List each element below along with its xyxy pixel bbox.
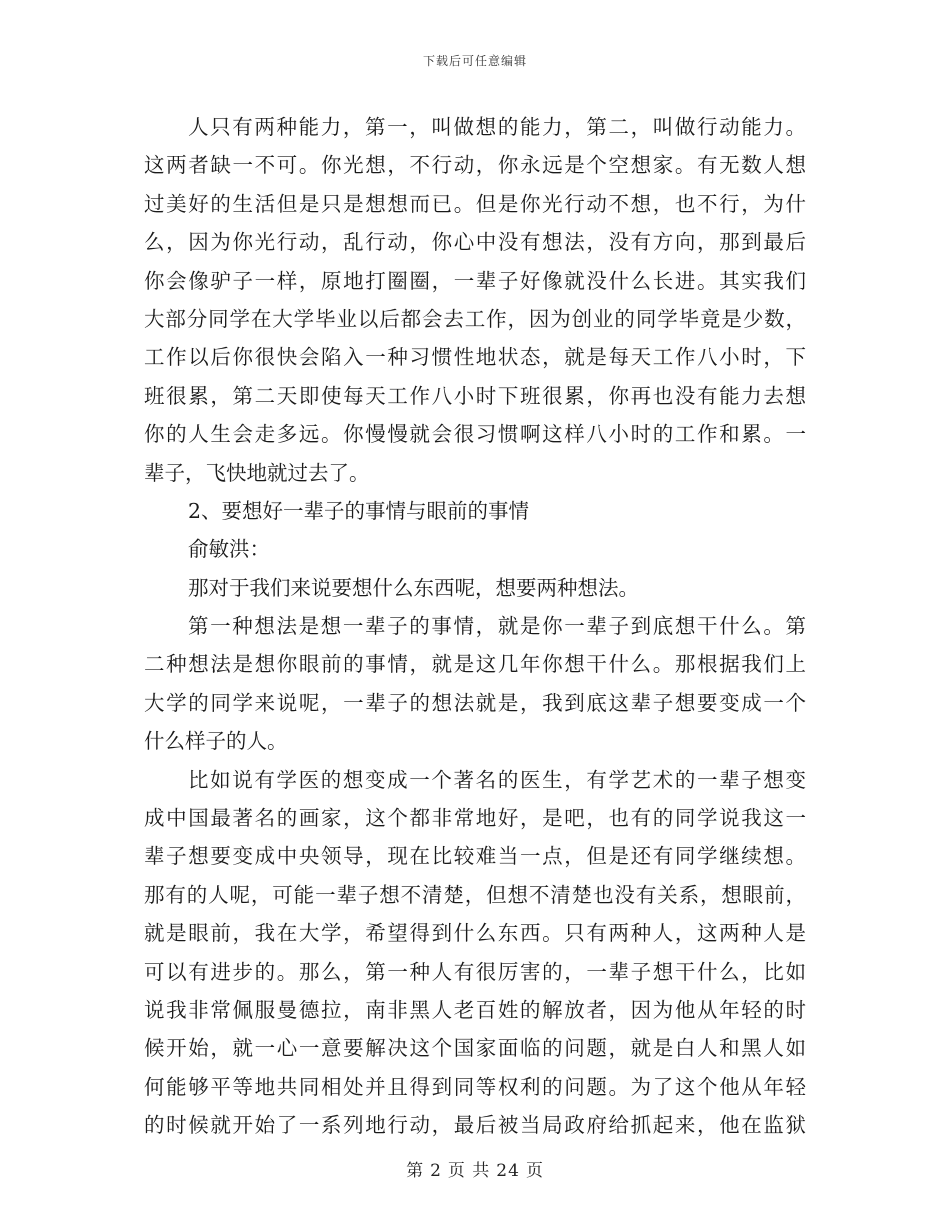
text-line: 人只有两种能力，第一，叫做想的能力，第二，叫做行动能力。 <box>188 115 806 139</box>
page-label-middle: 页 共 <box>447 1161 491 1181</box>
text-line: 何能够平等地共同相处并且得到同等权利的问题。为了这个他从年轻 <box>144 1074 806 1099</box>
text-line: 说我非常佩服曼德拉，南非黑人老百姓的解放者，因为他从年轻的时 <box>144 997 806 1022</box>
text-line: 就是眼前，我在大学，希望得到什么东西。只有两种人，这两种人是 <box>144 921 806 946</box>
text-line: 二种想法是想你眼前的事情，就是这几年你想干什么。那根据我们上 <box>144 652 806 677</box>
text-line: 你的人生会走多远。你慢慢就会很习惯啊这样八小时的工作和累。一 <box>144 422 806 447</box>
text-line: 那有的人呢，可能一辈子想不清楚，但想不清楚也没有关系，想眼前， <box>144 882 806 907</box>
text-line: 什么样子的人。 <box>144 729 288 754</box>
page-label-prefix: 第 <box>406 1161 425 1181</box>
text-line: 辈子，飞快地就过去了。 <box>144 460 370 485</box>
text-line: 成中国最著名的画家，这个都非常地好，是吧，也有的同学说我这一 <box>144 806 806 831</box>
page-number-total: 24 <box>496 1161 520 1181</box>
page-number-current: 2 <box>430 1161 442 1181</box>
text-line: 辈子想要变成中央领导，现在比较难当一点，但是还有同学继续想。 <box>144 844 806 869</box>
text-line: 过美好的生活但是只是想想而已。但是你光行动不想，也不行，为什 <box>144 191 806 216</box>
text-line: 大部分同学在大学毕业以后都会去工作，因为创业的同学毕竟是少数， <box>144 306 806 331</box>
text-line: 候开始，就一心一意要解决这个国家面临的问题，就是白人和黑人如 <box>144 1036 806 1061</box>
page-footer <box>0 1156 950 1181</box>
document-body <box>144 108 806 1145</box>
text-line: 大学的同学来说呢，一辈子的想法就是，我到底这辈子想要变成一个 <box>144 690 806 715</box>
page-header: 下载后可任意编辑 <box>422 54 527 68</box>
text-line: 的时候就开始了一系列地行动，最后被当局政府给抓起来，他在监狱 <box>144 1113 806 1138</box>
text-line: 工作以后你很快会陷入一种习惯性地状态，就是每天工作八小时，下 <box>144 345 806 370</box>
text-line: 可以有进步的。那么，第一种人有很厉害的，一辈子想干什么，比如 <box>144 959 806 984</box>
text-line: 第一种想法是想一辈子的事情，就是你一辈子到底想干什么。第 <box>188 614 806 639</box>
speaker-label: 俞敏洪： <box>188 537 270 562</box>
text-line: 么，因为你光行动，乱行动，你心中没有想法，没有方向，那到最后 <box>144 230 806 255</box>
page-label-suffix: 页 <box>525 1161 544 1181</box>
text-line: 那对于我们来说要想什么东西呢，想要两种想法。 <box>188 575 639 600</box>
text-line: 你会像驴子一样，原地打圈圈，一辈子好像就没什么长进。其实我们 <box>144 268 806 293</box>
section-heading: 2、要想好一辈子的事情与眼前的事情 <box>188 498 530 523</box>
text-line: 比如说有学医的想变成一个著名的医生，有学艺术的一辈子想变 <box>188 767 806 792</box>
text-line: 班很累，第二天即使每天工作八小时下班很累，你再也没有能力去想 <box>144 383 806 408</box>
text-line: 这两者缺一不可。你光想，不行动，你永远是个空想家。有无数人想 <box>144 153 806 178</box>
